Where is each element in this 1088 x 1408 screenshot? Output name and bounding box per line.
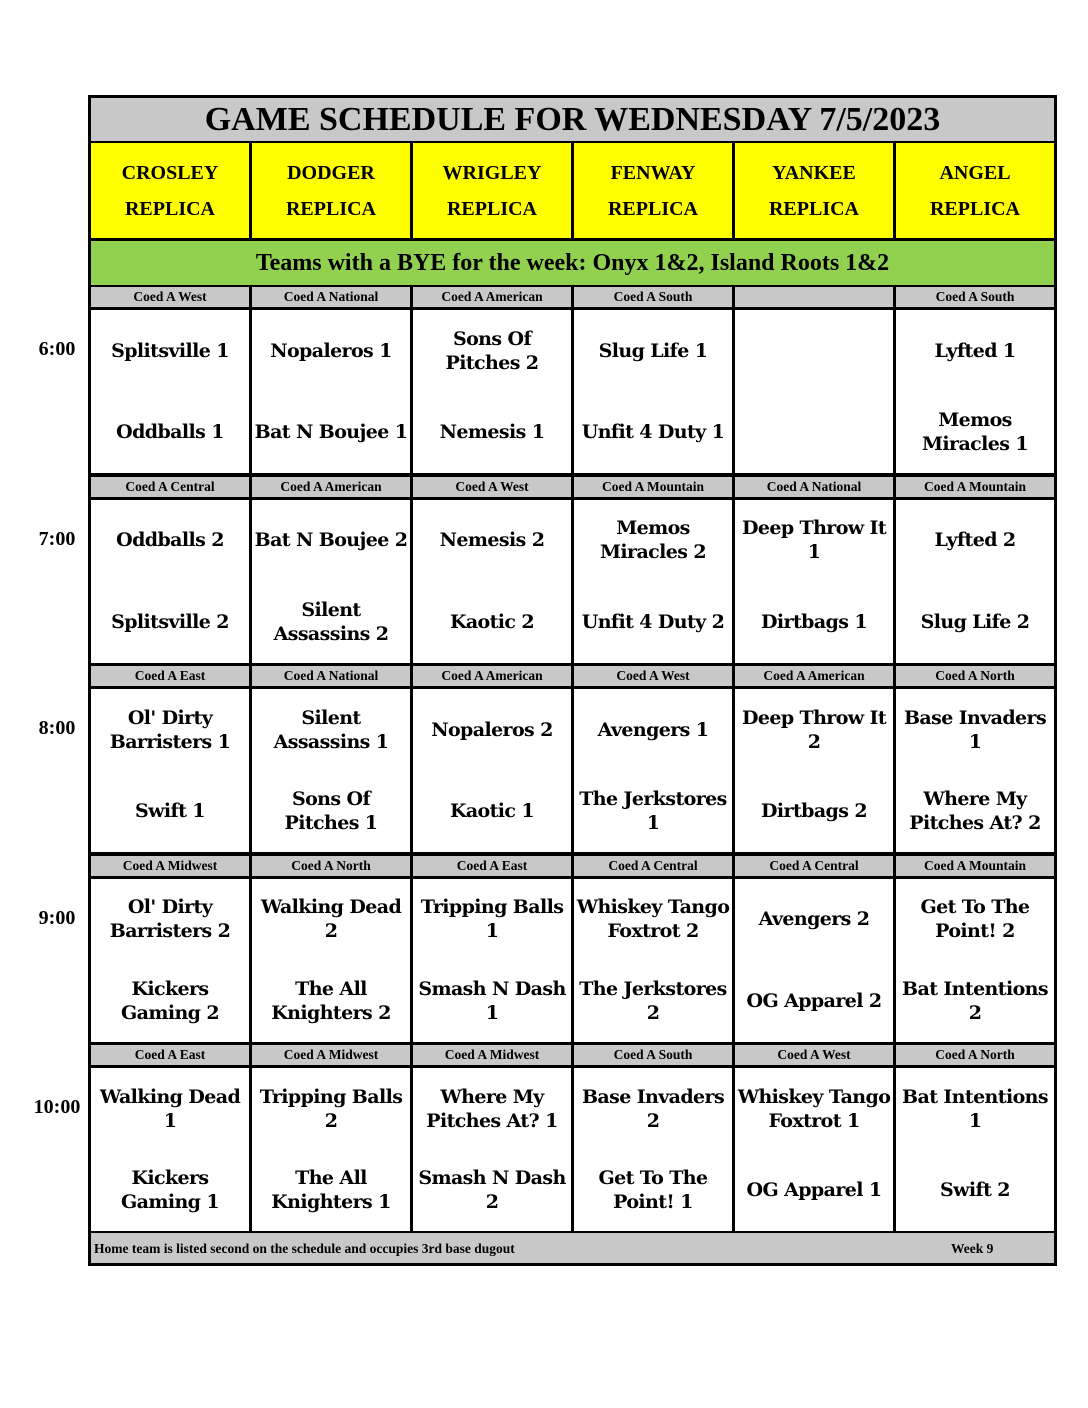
division-label: Coed A National	[252, 287, 410, 307]
division-label: Coed A South	[896, 287, 1054, 307]
games-row	[91, 1068, 1054, 1231]
away-team: Avengers 2	[758, 908, 870, 931]
game-cell	[574, 310, 732, 473]
home-team: OG Apparel 1	[746, 1179, 882, 1202]
field-header-row	[91, 143, 1054, 238]
home-team: Unfit 4 Duty 1	[581, 421, 725, 444]
game-cell	[91, 879, 249, 1042]
field-sub: REPLICA	[607, 197, 698, 220]
home-team: Swift 1	[135, 800, 205, 823]
division-label: Coed A Mountain	[574, 477, 732, 497]
field-name: FENWAY	[610, 161, 696, 184]
week-label: Week 9	[951, 1241, 994, 1256]
time-slot-block	[91, 666, 1054, 852]
division-label: Coed A American	[735, 666, 893, 686]
game-cell	[252, 500, 410, 663]
games-row	[91, 500, 1054, 663]
division-label: Coed A South	[574, 1045, 732, 1065]
division-label: Coed A West	[574, 666, 732, 686]
away-team: Where My Pitches At? 1	[426, 1085, 558, 1132]
game-cell	[574, 500, 732, 663]
game-cell	[735, 310, 893, 473]
game-cell	[735, 500, 893, 663]
division-label: Coed A Central	[735, 856, 893, 876]
home-team: Swift 2	[940, 1179, 1010, 1202]
field-sub: REPLICA	[124, 197, 215, 220]
field-header-yankee	[735, 143, 893, 238]
home-team: Bat Intentions 2	[902, 977, 1048, 1024]
division-label: Coed A American	[413, 287, 571, 307]
away-team: Get To The Point! 2	[920, 896, 1030, 943]
away-team: Lyfted 2	[934, 529, 1016, 552]
field-header-crosley	[91, 143, 249, 238]
home-team: The All Knighters 1	[271, 1167, 391, 1214]
game-cell	[574, 879, 732, 1042]
division-label: Coed A Midwest	[252, 1045, 410, 1065]
time-slot-block	[91, 287, 1054, 473]
home-team: The All Knighters 2	[271, 977, 391, 1024]
division-label: Coed A West	[735, 1045, 893, 1065]
game-cell	[91, 500, 249, 663]
home-team: Dirtbags 1	[761, 610, 867, 633]
away-team: Ol' Dirty Barristers 2	[109, 896, 231, 943]
game-cell	[574, 689, 732, 852]
home-team: Silent Assassins 2	[273, 598, 389, 645]
game-cell	[413, 310, 571, 473]
home-team: Smash N Dash 2	[418, 1167, 566, 1214]
division-label: Coed A West	[91, 287, 249, 307]
time-label: 8:00	[38, 717, 76, 739]
away-team: Base Invaders 1	[903, 706, 1047, 753]
home-team: Dirtbags 2	[761, 800, 867, 823]
division-row	[91, 666, 1054, 686]
home-team: Kaotic 1	[449, 800, 535, 823]
away-team: Sons Of Pitches 2	[445, 327, 539, 374]
division-label: Coed A North	[252, 856, 410, 876]
games-row	[91, 879, 1054, 1042]
division-label: Coed A North	[896, 1045, 1054, 1065]
home-team: Splitsville 2	[111, 610, 229, 633]
field-name: CROSLEY	[121, 161, 219, 184]
away-team: Deep Throw It 1	[741, 517, 887, 564]
footer-note: Home team is listed second on the schedule and occupies 3rd base dugout	[94, 1241, 515, 1256]
time-slot-block	[91, 1045, 1054, 1231]
footer-bar	[91, 1233, 1054, 1263]
away-team: Ol' Dirty Barristers 1	[109, 706, 231, 753]
away-team: Base Invaders 2	[581, 1085, 725, 1132]
game-cell	[91, 1068, 249, 1231]
field-sub: REPLICA	[285, 197, 376, 220]
field-header-dodger	[252, 143, 410, 238]
game-cell	[252, 689, 410, 852]
bye-banner: Teams with a BYE for the week: Onyx 1&2, Island Roots 1&2	[91, 241, 1054, 285]
home-team: Unfit 4 Duty 2	[581, 610, 725, 633]
away-team: Silent Assassins 1	[273, 706, 389, 753]
away-team: Whiskey Tango Foxtrot 2	[576, 896, 730, 943]
field-name: YANKEE	[772, 161, 856, 184]
division-row	[91, 287, 1054, 307]
games-row	[91, 310, 1054, 473]
away-team: Avengers 1	[597, 718, 709, 741]
game-cell	[735, 879, 893, 1042]
division-label: Coed A Midwest	[91, 856, 249, 876]
away-team: Lyfted 1	[934, 339, 1016, 362]
away-team: Slug Life 1	[598, 339, 708, 362]
games-row	[91, 689, 1054, 852]
division-label: Coed A American	[413, 666, 571, 686]
home-team: Kickers Gaming 1	[121, 1167, 219, 1214]
field-name: DODGER	[287, 161, 375, 184]
field-name: WRIGLEY	[442, 161, 542, 184]
away-team: Walking Dead 1	[99, 1085, 241, 1132]
division-row	[91, 1045, 1054, 1065]
home-team: Where My Pitches At? 2	[909, 788, 1041, 835]
home-team: The Jerkstores 2	[579, 977, 727, 1024]
division-label: Coed A Mountain	[896, 856, 1054, 876]
field-header-fenway	[574, 143, 732, 238]
division-label: Coed A Central	[574, 856, 732, 876]
home-team: Smash N Dash 1	[418, 977, 566, 1024]
time-label: 6:00	[38, 338, 76, 360]
game-cell	[735, 1068, 893, 1231]
division-row	[91, 856, 1054, 876]
division-label: Coed A East	[91, 666, 249, 686]
field-sub: REPLICA	[929, 197, 1020, 220]
game-cell	[413, 879, 571, 1042]
game-cell	[91, 310, 249, 473]
field-sub: REPLICA	[768, 197, 859, 220]
home-team: Oddballs 1	[116, 421, 224, 444]
away-team: Oddballs 2	[116, 529, 224, 552]
away-team: Tripping Balls 1	[420, 896, 564, 943]
division-label: Coed A North	[896, 666, 1054, 686]
home-team: Sons Of Pitches 1	[284, 788, 378, 835]
schedule-sheet	[88, 95, 1057, 1266]
game-cell	[896, 310, 1054, 473]
division-label: Coed A National	[735, 477, 893, 497]
game-cell	[252, 1068, 410, 1231]
time-label: 9:00	[38, 906, 76, 929]
away-team: Deep Throw It 2	[741, 706, 887, 753]
division-row	[91, 477, 1054, 497]
away-team: Bat Intentions 1	[902, 1085, 1048, 1132]
away-team: Nopaleros 2	[431, 718, 553, 741]
division-label: Coed A East	[413, 856, 571, 876]
home-team: Get To The Point! 1	[598, 1167, 708, 1214]
game-cell	[574, 1068, 732, 1231]
field-header-wrigley	[413, 143, 571, 238]
division-label: Coed A East	[91, 1045, 249, 1065]
home-team: Slug Life 2	[920, 610, 1030, 633]
division-label: Coed A Central	[91, 477, 249, 497]
field-name: ANGEL	[939, 161, 1011, 184]
home-team: Bat N Boujee 1	[254, 421, 408, 444]
page-title: GAME SCHEDULE FOR WEDNESDAY 7/5/2023	[91, 98, 1054, 141]
game-cell	[896, 500, 1054, 663]
division-label: Coed A American	[252, 477, 410, 497]
game-cell	[896, 879, 1054, 1042]
away-team	[735, 310, 893, 392]
field-header-angel	[896, 143, 1054, 238]
home-team: Nemesis 1	[439, 421, 545, 444]
time-label: 7:00	[38, 527, 76, 550]
home-team: OG Apparel 2	[746, 989, 882, 1012]
away-team: Splitsville 1	[111, 339, 229, 362]
division-label: Coed A National	[252, 666, 410, 686]
division-label: Coed A South	[574, 287, 732, 307]
game-cell	[413, 1068, 571, 1231]
division-label: Coed A Mountain	[896, 477, 1054, 497]
home-team: Kaotic 2	[449, 610, 535, 633]
division-label: Coed A Midwest	[413, 1045, 571, 1065]
game-cell	[252, 879, 410, 1042]
field-sub: REPLICA	[446, 197, 537, 220]
game-cell	[896, 689, 1054, 852]
away-team: Bat N Boujee 2	[254, 529, 408, 552]
time-slot-block	[91, 477, 1054, 663]
division-label: Coed A West	[413, 477, 571, 497]
home-team: Memos Miracles 1	[922, 409, 1028, 456]
game-cell	[413, 500, 571, 663]
away-team: Walking Dead 2	[260, 896, 402, 943]
home-team	[735, 392, 893, 474]
away-team: Nemesis 2	[439, 529, 545, 552]
game-cell	[91, 689, 249, 852]
time-label: 10:00	[33, 1096, 81, 1118]
away-team: Tripping Balls 2	[259, 1085, 403, 1132]
home-team: The Jerkstores 1	[579, 788, 727, 835]
home-team: Kickers Gaming 2	[121, 977, 219, 1024]
game-cell	[735, 689, 893, 852]
away-team: Whiskey Tango Foxtrot 1	[737, 1085, 891, 1132]
game-cell	[413, 689, 571, 852]
division-label	[735, 287, 893, 307]
time-slot-block	[91, 856, 1054, 1042]
game-cell	[252, 310, 410, 473]
away-team: Memos Miracles 2	[600, 517, 706, 564]
game-cell	[896, 1068, 1054, 1231]
away-team: Nopaleros 1	[270, 339, 392, 362]
